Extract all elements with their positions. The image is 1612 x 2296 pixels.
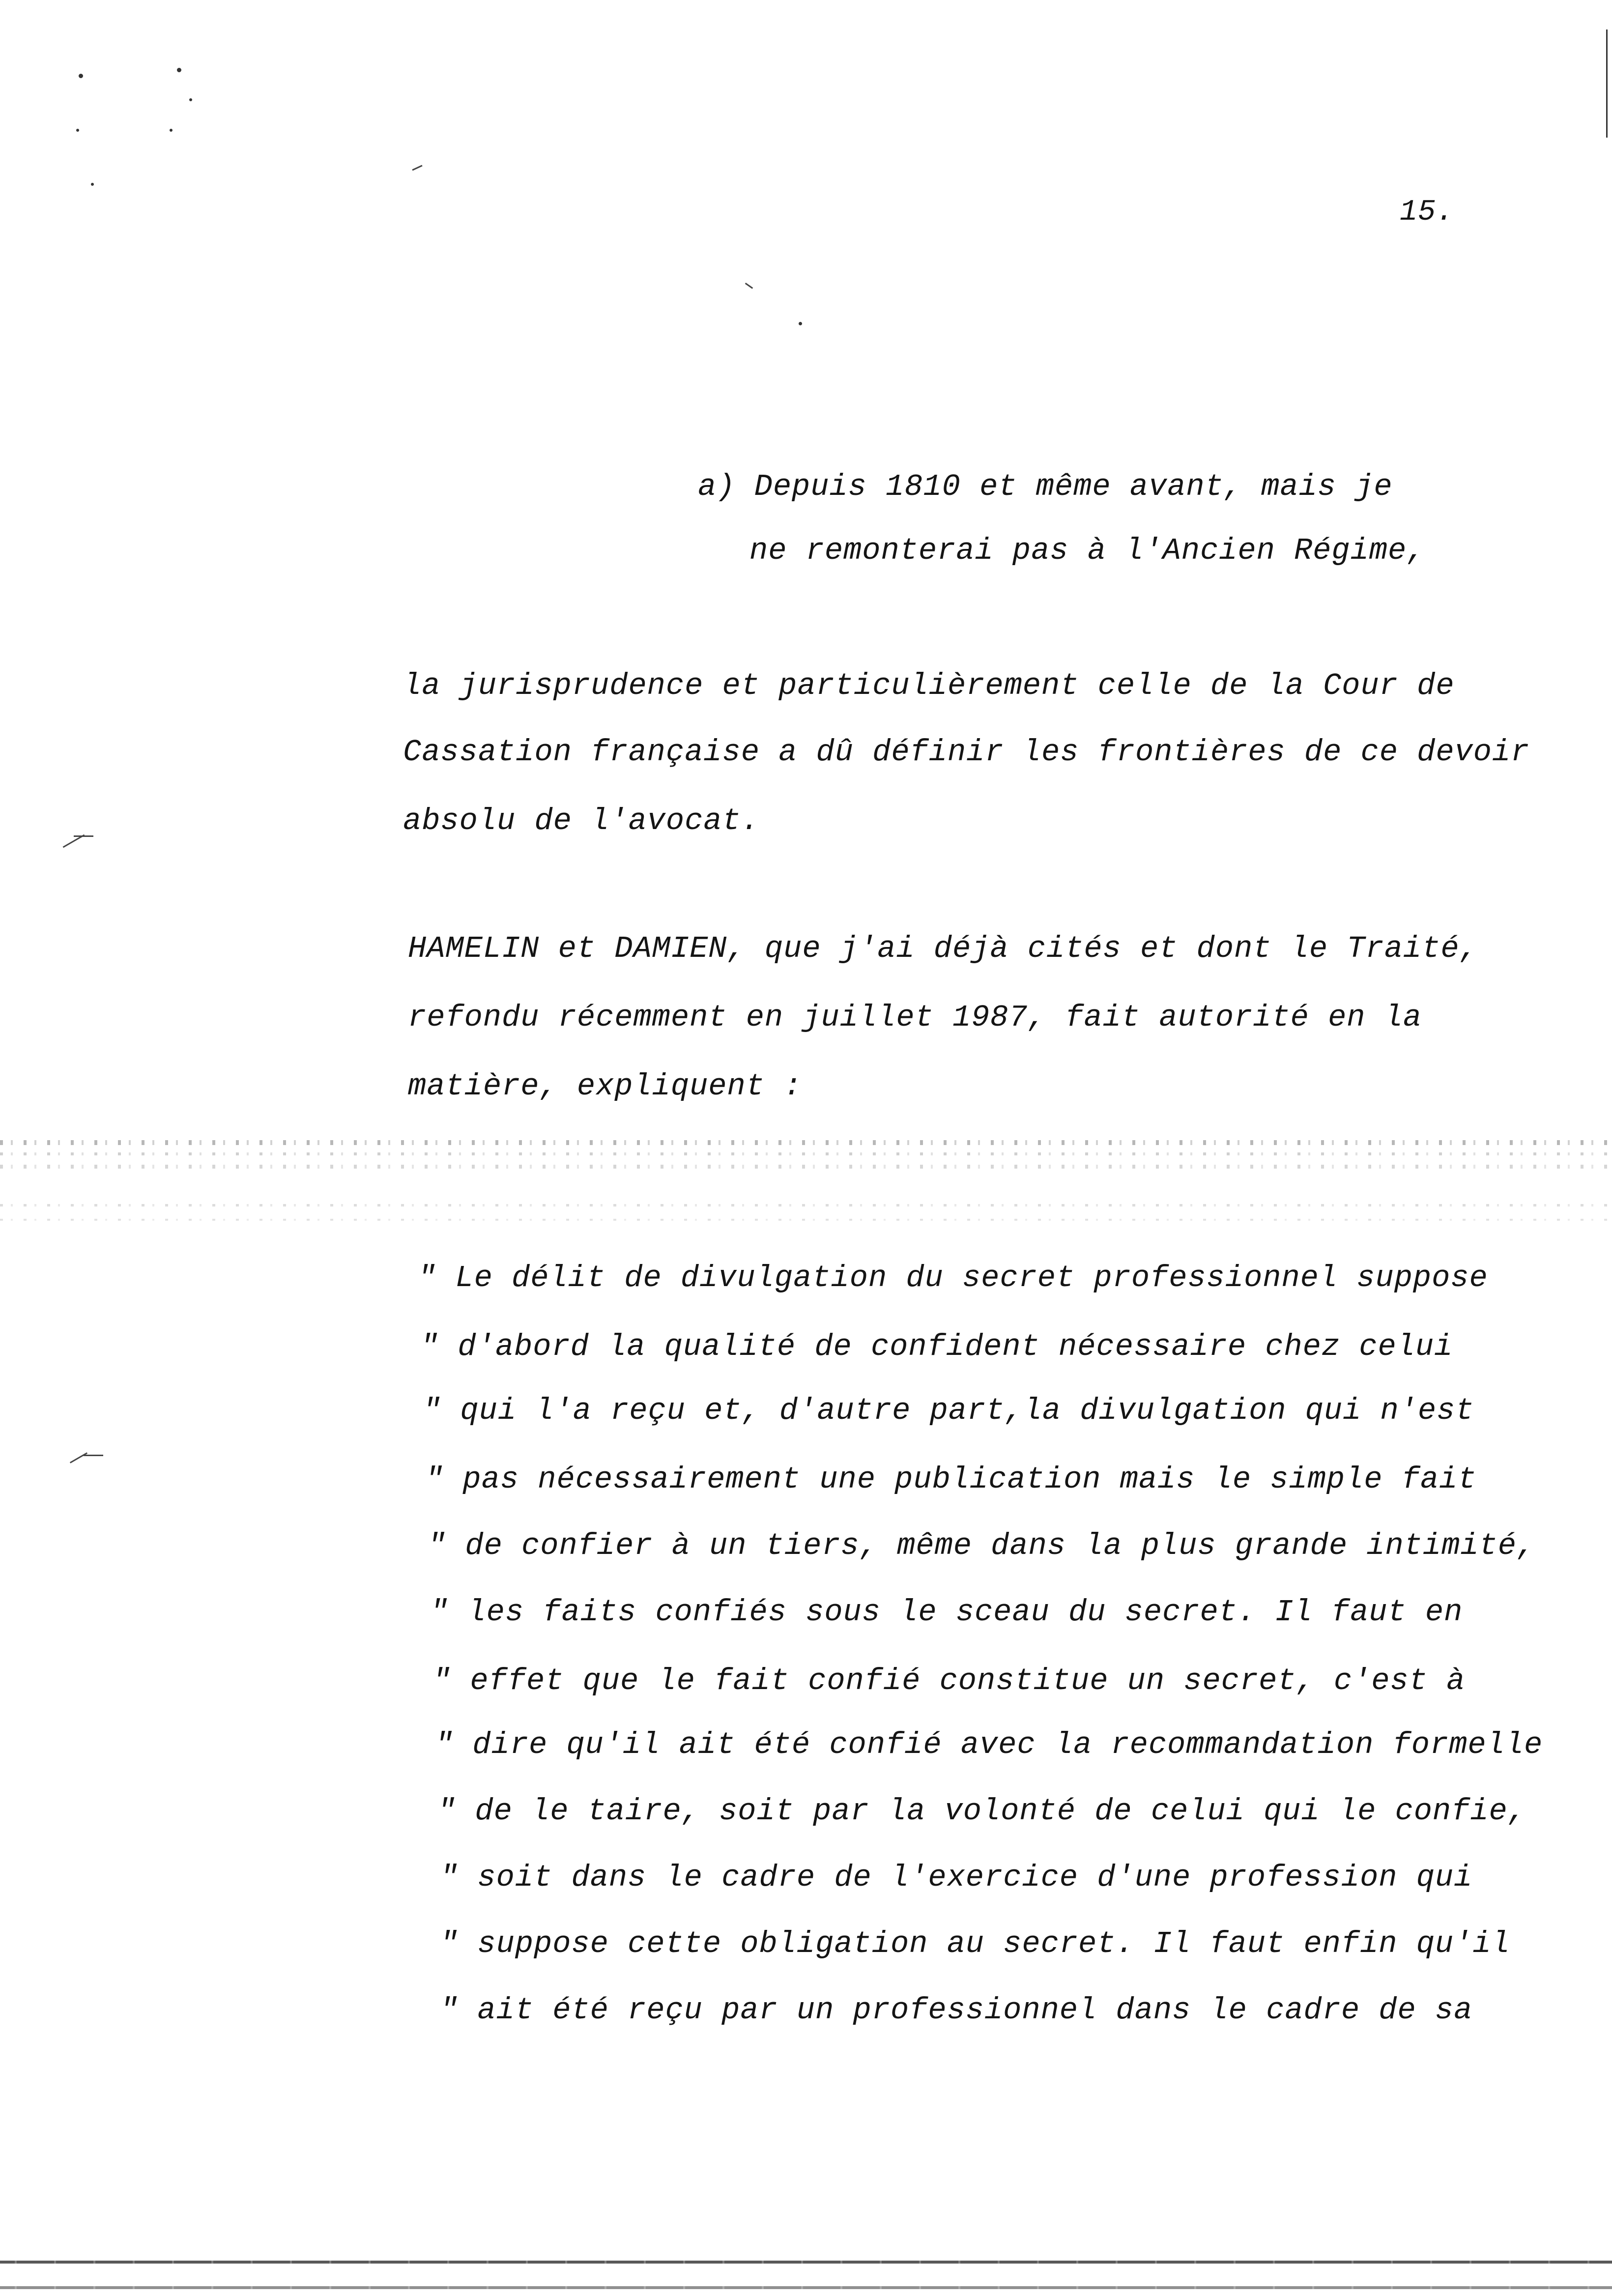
quote-line: " qui l'a reçu et, d'autre part,la divulgation qui n'est — [423, 1393, 1474, 1428]
scan-speck — [799, 322, 802, 325]
paragraph-line: matière, expliquent : — [408, 1069, 803, 1104]
quote-line: " pas nécessairement une publication mais le simple fait — [425, 1462, 1477, 1497]
quote-line: " d'abord la qualité de confident nécessaire chez celui — [420, 1329, 1453, 1364]
section-heading-line: a) Depuis 1810 et même avant, mais je — [698, 469, 1393, 504]
scan-speck — [170, 129, 173, 132]
page-number: 15. — [1400, 196, 1455, 229]
scan-noise-band — [0, 1165, 1612, 1169]
scan-bottom-edge — [0, 2286, 1612, 2289]
scan-noise-band — [0, 1152, 1612, 1155]
scan-mark — [84, 1455, 103, 1456]
scan-noise-band — [0, 1204, 1612, 1206]
paragraph-line: HAMELIN et DAMIEN, que j'ai déjà cités et dont le Traité, — [408, 931, 1478, 966]
section-heading-line: ne remonterai pas à l'Ancien Régime, — [749, 533, 1426, 568]
quote-line: " dire qu'il ait été confié avec la recommandation formelle — [435, 1727, 1543, 1762]
quote-line: " soit dans le cadre de l'exercice d'une profession qui — [440, 1860, 1473, 1895]
quote-line: " ait été reçu par un professionnel dans le cadre de sa — [440, 1993, 1473, 2028]
quote-line: " suppose cette obligation au secret. Il faut enfin qu'il — [440, 1926, 1510, 1961]
scan-speck — [79, 74, 83, 78]
scan-mark — [74, 835, 93, 837]
scan-noise-band — [0, 1140, 1612, 1145]
scan-noise-band — [0, 1219, 1612, 1221]
scan-mark — [745, 283, 753, 289]
paragraph-line: Cassation française a dû définir les frontières de ce devoir — [403, 735, 1530, 770]
quote-line: " effet que le fait confié constitue un secret, c'est à — [432, 1664, 1466, 1698]
quote-line: " Le délit de divulgation du secret professionnel suppose — [418, 1261, 1488, 1295]
quote-line: " de le taire, soit par la volonté de celui qui le confie, — [437, 1794, 1526, 1829]
quote-line: " de confier à un tiers, même dans la plus grande intimité, — [428, 1528, 1536, 1563]
scan-speck — [91, 183, 94, 186]
quote-line: " les faits confiés sous le sceau du secret. Il faut en — [430, 1595, 1463, 1630]
scan-speck — [76, 129, 79, 132]
scan-mark — [412, 165, 422, 171]
paragraph-line: refondu récemment en juillet 1987, fait autorité en la — [408, 1000, 1422, 1035]
scan-mark — [70, 1452, 87, 1464]
scan-speck — [189, 98, 192, 101]
paragraph-line: la jurisprudence et particulièrement celle de la Cour de — [403, 668, 1455, 703]
scan-mark — [1606, 29, 1608, 138]
scan-bottom-edge — [0, 2261, 1612, 2264]
paragraph-line: absolu de l'avocat. — [403, 804, 760, 838]
scan-speck — [177, 68, 181, 72]
